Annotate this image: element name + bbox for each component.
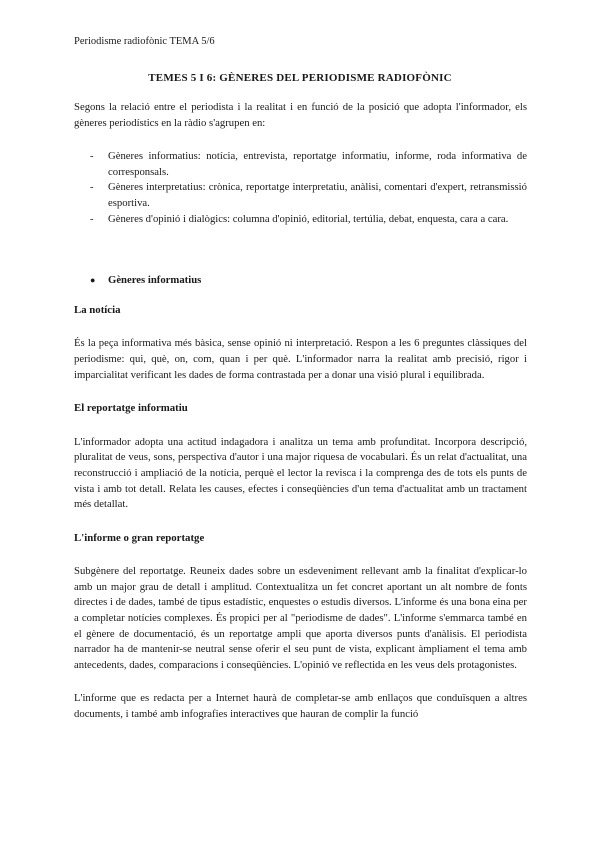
subsection-heading-reportatge: El reportatge informatiu	[74, 402, 188, 415]
document-body	[74, 100, 527, 735]
genre-list-item	[74, 149, 527, 180]
noticia-paragraph: És la peça informativa més bàsica, sense opinió ni interpretació. Respon a les 6 preguntes clàssiques del periodisme: qui, què, on, com, quan i per què. L'informador narra la realitat amb precisió, rigor i imparcialitat verificant les dades de forma contrastada per a donar una visió plural i equilibrada.	[74, 337, 527, 381]
list-dash: -	[90, 212, 94, 225]
document-title: TEMES 5 I 6: GÈNERES DEL PERIODISME RADIOFÒNIC	[148, 72, 452, 84]
genre-item-text: Gèneres d'opinió i dialògics: columna d'opinió, editorial, tertúlia, debat, enquesta, cara a cara.	[108, 212, 509, 225]
list-dash: -	[90, 150, 94, 163]
genre-list-item	[74, 180, 527, 211]
running-header: Periodisme radiofònic TEMA 5/6	[74, 36, 215, 47]
section-heading	[74, 273, 527, 289]
genre-list-item	[74, 212, 527, 228]
reportatge-paragraph: L'informador adopta una actitud indagadora i analitza un tema amb profunditat. Incorpora descripció, pluralitat de veus, sons, perspectiva d'autor i una major riquesa de vocabulari. És un relat d'actualitat, una reconstrucció i ampliació de la notícia, perquè el lector la revisca i la comprenga des de tots els punts de vista i amb tot detall. Relata les causes, efectes i conseqüències d'un tema d'actualitat amb un tractament més detallat.	[74, 435, 527, 511]
list-dash: -	[90, 181, 94, 194]
genre-item-text: Gèneres interpretatius: crònica, reportatge interpretatiu, anàlisi, comentari d'expert, retransmissió esportiva.	[108, 181, 527, 209]
subsection-heading-informe: L'informe o gran reportatge	[74, 531, 205, 544]
informe-internet-paragraph: L'informe que es redacta per a Internet haurà de completar-se amb enllaços que conduïsquen a altres documents, i també amb infografies interactives que hauran de complir la funció	[74, 692, 527, 721]
intro-paragraph: Segons la relació entre el periodista i la realitat i en funció de la posició que adopta l'informador, els gèneres periodístics en la ràdio s'agrupen en:	[74, 101, 527, 129]
informe-paragraph: Subgènere del reportatge. Reuneix dades sobre un esdeveniment rellevant amb la finalitat d'explicar-lo amb un major grau de detall i amplitud. Contextualitza un fet concret aportant un alt nombre de fonts directes i de dades, també de tipus estadístic, enquestes o estudis diversos. L'informe és una bona eina per a completar notícies complexes. És propici per al "periodisme de dades". L'informe s'emmarca també en el gènere de documentació, és un reportatge ampli que aporta diversos punts d'anàlisis. El periodista narrador ha de mantenir-se neutral sense oferir el seu punt de vista, explicant àmpliament el tema amb antecedents, dades, comparacions i conseqüències. L'opinió ve reflectida en les veus dels protagonistes.	[74, 565, 527, 671]
genre-list	[74, 149, 527, 227]
bullet-icon: ●	[90, 275, 96, 286]
genre-item-text: Gèneres informatius: notícia, entrevista, reportatge informatiu, informe, roda informativa de corresponsals.	[108, 150, 527, 178]
section-title: Gèneres informatius	[108, 274, 202, 287]
subsection-heading-noticia: La notícia	[74, 303, 121, 316]
